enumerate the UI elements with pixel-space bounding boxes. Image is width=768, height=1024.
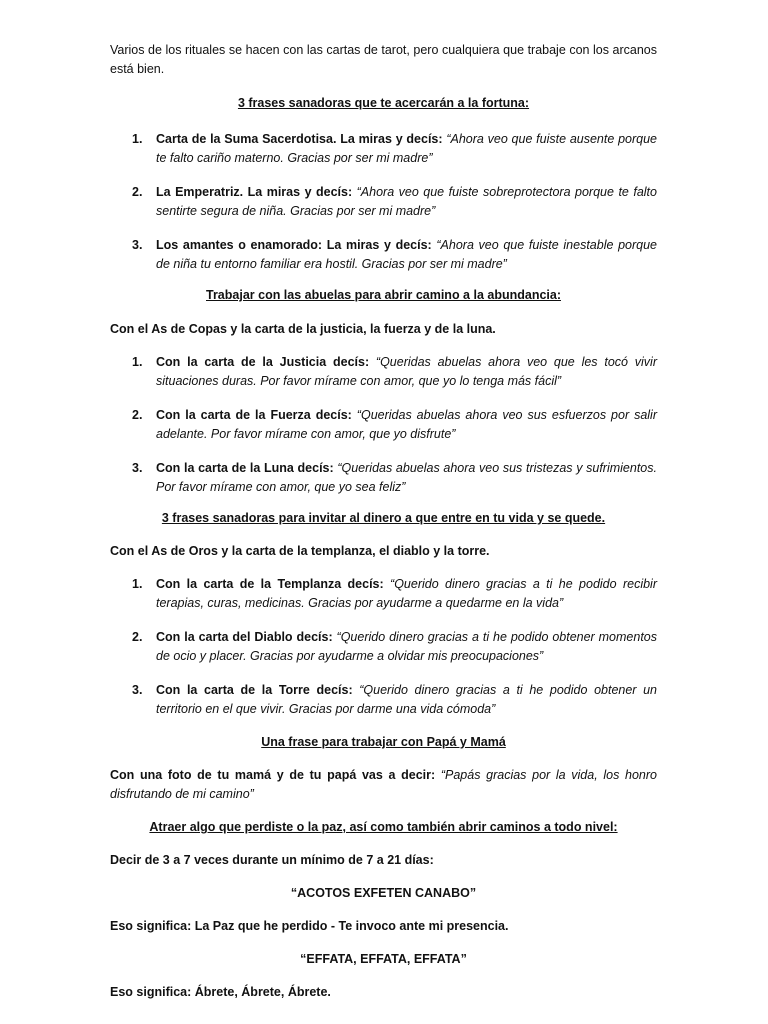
item-lead: Con la carta de la Luna decís: xyxy=(156,461,334,475)
list-item xyxy=(110,681,657,719)
item-lead: Con la carta del Diablo decís: xyxy=(156,630,333,644)
item-number: 1. xyxy=(132,355,143,369)
item-number: 3. xyxy=(132,238,143,252)
item-quote: “Querido dinero gracias a ti he podido recibir terapias, curas, medicinas. Gracias por ayudarme a quedarme en la vida” xyxy=(156,577,657,610)
list-item xyxy=(110,353,657,391)
item-number: 3. xyxy=(132,683,143,697)
section2-heading: Trabajar con las abuelas para abrir camino a la abundancia: xyxy=(206,288,561,302)
meaning-acotos: Eso significa: La Paz que he perdido - Te invoco ante mi presencia. xyxy=(110,919,509,933)
phrase-effata: “EFFATA, EFFATA, EFFATA” xyxy=(300,952,467,966)
section3-list xyxy=(110,575,657,719)
list-item xyxy=(110,183,657,221)
item-lead: Con la carta de la Fuerza decís: xyxy=(156,408,352,422)
item-quote: “Ahora veo que fuiste inestable porque de niña tu entorno familiar era hostil. Gracias por ser mi madre” xyxy=(156,238,658,271)
phrase-acotos: “ACOTOS EXFETEN CANABO” xyxy=(290,886,477,900)
section4-quote: “Papás gracias por la vida, los honro disfrutando de mi camino” xyxy=(110,768,657,801)
item-number: 2. xyxy=(132,630,143,644)
item-number: 1. xyxy=(132,132,143,146)
item-quote: “Queridas abuelas ahora veo que les tocó vivir situaciones duras. Por favor mírame con amor, que yo lo tenga más fácil” xyxy=(156,355,657,388)
item-lead: Con la carta de la Justicia decís: xyxy=(156,355,370,369)
item-quote: “Querido dinero gracias a ti he podido obtener momentos de ocio y placer. Gracias por ayudarme a olvidar mis preocupaciones” xyxy=(156,630,657,663)
list-item xyxy=(110,459,657,497)
item-quote: “Queridas abuelas ahora veo sus esfuerzos por salir adelante. Por favor mírame con amor, que yo disfrute” xyxy=(156,408,657,441)
list-item xyxy=(110,628,657,666)
section4-lead: Con una foto de tu mamá y de tu papá vas a decir: xyxy=(110,768,436,782)
item-quote: “Ahora veo que fuiste sobreprotectora porque te falto sentirte segura de niña. Gracias por ser mi madre” xyxy=(156,185,657,218)
item-number: 2. xyxy=(132,408,143,422)
item-quote: “Querido dinero gracias a ti he podido obtener un territorio en el que vivir. Gracias por darme una vida cómoda” xyxy=(156,683,658,716)
item-number: 3. xyxy=(132,461,143,475)
intro-paragraph: Varios de los rituales se hacen con las cartas de tarot, pero cualquiera que trabaje con los arcanos está bien. xyxy=(110,43,657,76)
section3-intro: Con el As de Oros y la carta de la templanza, el diablo y la torre. xyxy=(110,544,490,558)
list-item xyxy=(110,130,657,168)
item-lead: La Emperatriz. La miras y decís: xyxy=(156,185,353,199)
section4-paragraph xyxy=(110,766,657,804)
item-lead: Con la carta de la Torre decís: xyxy=(156,683,353,697)
item-number: 2. xyxy=(132,185,143,199)
list-item xyxy=(110,406,657,444)
list-item xyxy=(110,236,657,274)
item-lead: Carta de la Suma Sacerdotisa. La miras y decís: xyxy=(156,132,443,146)
item-lead: Los amantes o enamorado: La miras y decís: xyxy=(156,238,432,252)
item-quote: “Queridas abuelas ahora veo sus tristezas y sufrimientos. Por favor mírame con amor, que yo sea feliz” xyxy=(156,461,657,494)
section2-intro: Con el As de Copas y la carta de la justicia, la fuerza y de la luna. xyxy=(110,322,496,336)
meaning-effata: Eso significa: Ábrete, Ábrete, Ábrete. xyxy=(110,985,331,999)
item-number: 1. xyxy=(132,577,143,591)
section5-instruction: Decir de 3 a 7 veces durante un mínimo de 7 a 21 días: xyxy=(110,853,434,867)
section5-heading: Atraer algo que perdiste o la paz, así como también abrir caminos a todo nivel: xyxy=(149,820,618,834)
section2-list xyxy=(110,353,657,497)
section3-heading: 3 frases sanadoras para invitar al dinero a que entre en tu vida y se quede. xyxy=(161,511,606,525)
section1-list xyxy=(110,130,657,274)
item-lead: Con la carta de la Templanza decís: xyxy=(156,577,384,591)
item-quote: “Ahora veo que fuiste ausente porque te falto cariño materno. Gracias por ser mi madre” xyxy=(156,132,658,165)
list-item xyxy=(110,575,657,613)
section1-heading: 3 frases sanadoras que te acercarán a la fortuna: xyxy=(237,96,530,110)
section4-heading: Una frase para trabajar con Papá y Mamá xyxy=(261,735,506,749)
